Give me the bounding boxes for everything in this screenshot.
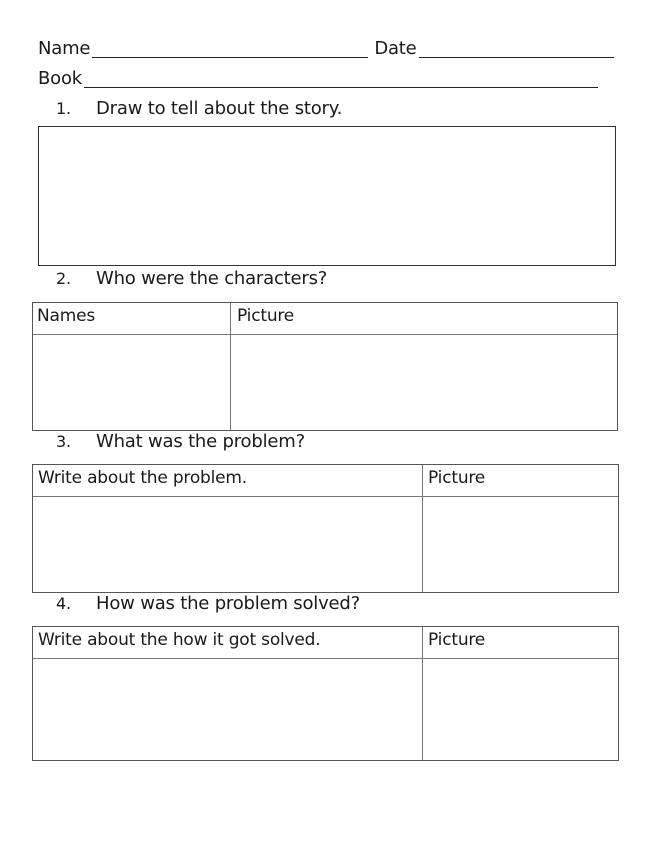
question-number: 2. <box>56 269 71 288</box>
book-field[interactable] <box>84 73 598 88</box>
question-text: Draw to tell about the story. <box>96 98 343 119</box>
column-divider <box>422 465 423 592</box>
question-number: 4. <box>56 594 71 613</box>
picture-header: Picture <box>428 468 486 488</box>
write-problem-header: Write about the problem. <box>38 468 247 488</box>
question-number: 3. <box>56 432 71 451</box>
book-label: Book <box>38 68 82 89</box>
book-row <box>38 70 598 88</box>
question-number: 1. <box>56 99 71 118</box>
question-text: What was the problem? <box>96 431 305 452</box>
name-label: Name <box>38 38 91 59</box>
question-3 <box>56 433 305 451</box>
question-1 <box>56 100 342 118</box>
question-2 <box>56 270 327 288</box>
date-field[interactable] <box>419 43 614 58</box>
write-solution-header: Write about the how it got solved. <box>38 630 321 650</box>
name-field[interactable] <box>92 43 368 58</box>
column-divider <box>230 303 231 430</box>
picture-header: Picture <box>428 630 486 650</box>
question-text: Who were the characters? <box>96 268 328 289</box>
story-drawing-box[interactable] <box>38 126 616 266</box>
problem-table <box>32 464 619 593</box>
question-4 <box>56 595 360 613</box>
characters-table <box>32 302 618 431</box>
names-header: Names <box>37 306 96 326</box>
table-header-row <box>33 303 617 335</box>
solution-table <box>32 626 619 761</box>
question-text: How was the problem solved? <box>96 593 361 614</box>
picture-header: Picture <box>237 306 295 326</box>
name-date-row <box>38 40 614 58</box>
date-label: Date <box>374 38 417 59</box>
column-divider <box>422 627 423 760</box>
